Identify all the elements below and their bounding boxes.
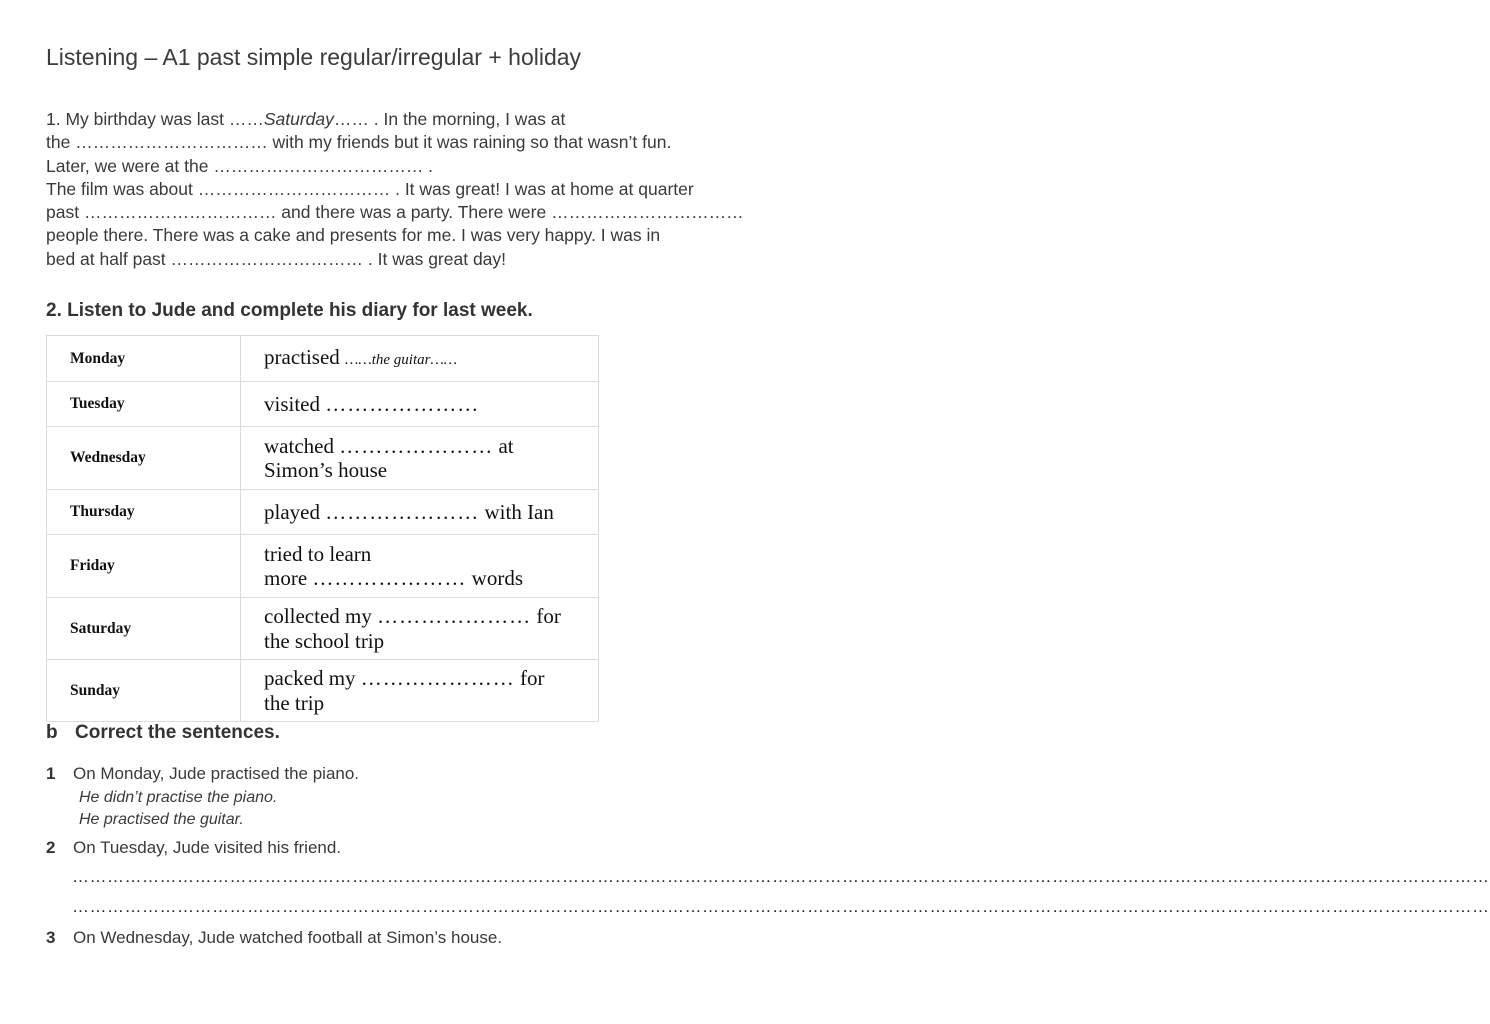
answer-blank: ………………… (325, 391, 480, 416)
day-cell: Wednesday (47, 427, 241, 490)
activity-text: for (514, 666, 545, 690)
activity-text: played (264, 499, 326, 524)
answer-blank: ………………… (360, 666, 515, 690)
day-cell: Tuesday (47, 382, 241, 427)
answer-blank: ………………… (312, 566, 467, 590)
paragraph-line (46, 108, 726, 131)
item-text: On Monday, Jude practised the piano. (73, 764, 360, 783)
day-cell: Thursday (47, 490, 241, 535)
answer-line: ……………………………………………………………………………………………………………………………………………………………………………………………………………………… (72, 897, 1490, 916)
day-cell: Monday (47, 336, 241, 382)
page-title: Listening – A1 past simple regular/irregular + holiday (46, 44, 582, 70)
paragraph-line: Later, we were at the ……………………………… . (46, 155, 434, 176)
activity-cell (241, 660, 599, 722)
diary-table (46, 335, 599, 722)
sentence-item (46, 764, 359, 784)
paragraph-line: people there. There was a cake and presents for me. I was very happy. I was in (46, 225, 661, 246)
answer-line: ……………………………………………………………………………………………………………………………………………………………………………………………………………………… (72, 867, 1490, 886)
diary-row (47, 598, 599, 660)
diary-row (47, 427, 599, 490)
activity-cell (241, 598, 599, 660)
example-answer-line: He didn’t practise the piano. (79, 789, 278, 806)
activity-cell (241, 535, 599, 598)
sentence-item (46, 838, 341, 858)
exercise-1-paragraph (46, 108, 744, 271)
activity-text: words (466, 566, 523, 590)
activity-text: collected my (264, 604, 378, 628)
exercise-2-heading: 2. Listen to Jude and complete his diary for last week. (46, 300, 533, 321)
line-text: …… . In the morning, I was at (333, 109, 566, 129)
item-text: On Tuesday, Jude visited his friend. (73, 838, 342, 857)
example-answer-line: He practised the guitar. (79, 811, 244, 828)
activity-text: the trip (264, 690, 325, 715)
diary-row (47, 660, 599, 722)
section-b-heading (46, 722, 280, 744)
item-text: On Wednesday, Jude watched football at Simon’s house. (73, 928, 503, 947)
activity-text: tried to learn (264, 541, 372, 566)
activity-text: packed my (264, 666, 361, 690)
activity-text: at (493, 433, 514, 458)
activity-text: more (264, 566, 313, 590)
example-answer: ……the guitar…… (345, 351, 458, 368)
activity-text: Simon’s house (264, 458, 388, 482)
diary-row (47, 382, 599, 427)
paragraph-line: past …………………………… and there was a party. There were …………………………… (46, 202, 744, 223)
activity-text: practised (264, 344, 346, 369)
activity-cell (241, 427, 599, 490)
activity-text: watched (264, 433, 340, 458)
day-cell: Sunday (47, 660, 241, 722)
sentence-item (46, 928, 502, 948)
answer-blank: ………………… (377, 604, 532, 628)
paragraph-line: The film was about …………………………… . It was great! I was at home at quarter (46, 178, 694, 199)
line-text: 1. My birthday was last …… (46, 109, 264, 129)
item-number: 2 (46, 838, 56, 857)
activity-cell (241, 382, 599, 427)
diary-row (47, 535, 599, 598)
example-answer: Saturday (263, 109, 334, 129)
activity-text: visited (264, 391, 326, 416)
section-title: Correct the sentences. (75, 722, 280, 743)
day-cell: Friday (47, 535, 241, 598)
paragraph-line: the …………………………… with my friends but it was raining so that wasn’t fun. (46, 132, 672, 153)
activity-text: for (531, 604, 561, 628)
activity-cell (241, 490, 599, 535)
item-number: 3 (46, 928, 56, 947)
paragraph-line: bed at half past …………………………… . It was great day! (46, 248, 507, 269)
diary-row (47, 490, 599, 535)
diary-row (47, 336, 599, 382)
answer-blank: ………………… (339, 433, 494, 458)
day-cell: Saturday (47, 598, 241, 660)
activity-text: with Ian (479, 499, 554, 524)
activity-text: the school trip (264, 628, 385, 653)
section-label: b (46, 722, 58, 743)
answer-blank: ………………… (325, 499, 480, 524)
item-number: 1 (46, 764, 56, 783)
activity-cell (241, 336, 599, 382)
